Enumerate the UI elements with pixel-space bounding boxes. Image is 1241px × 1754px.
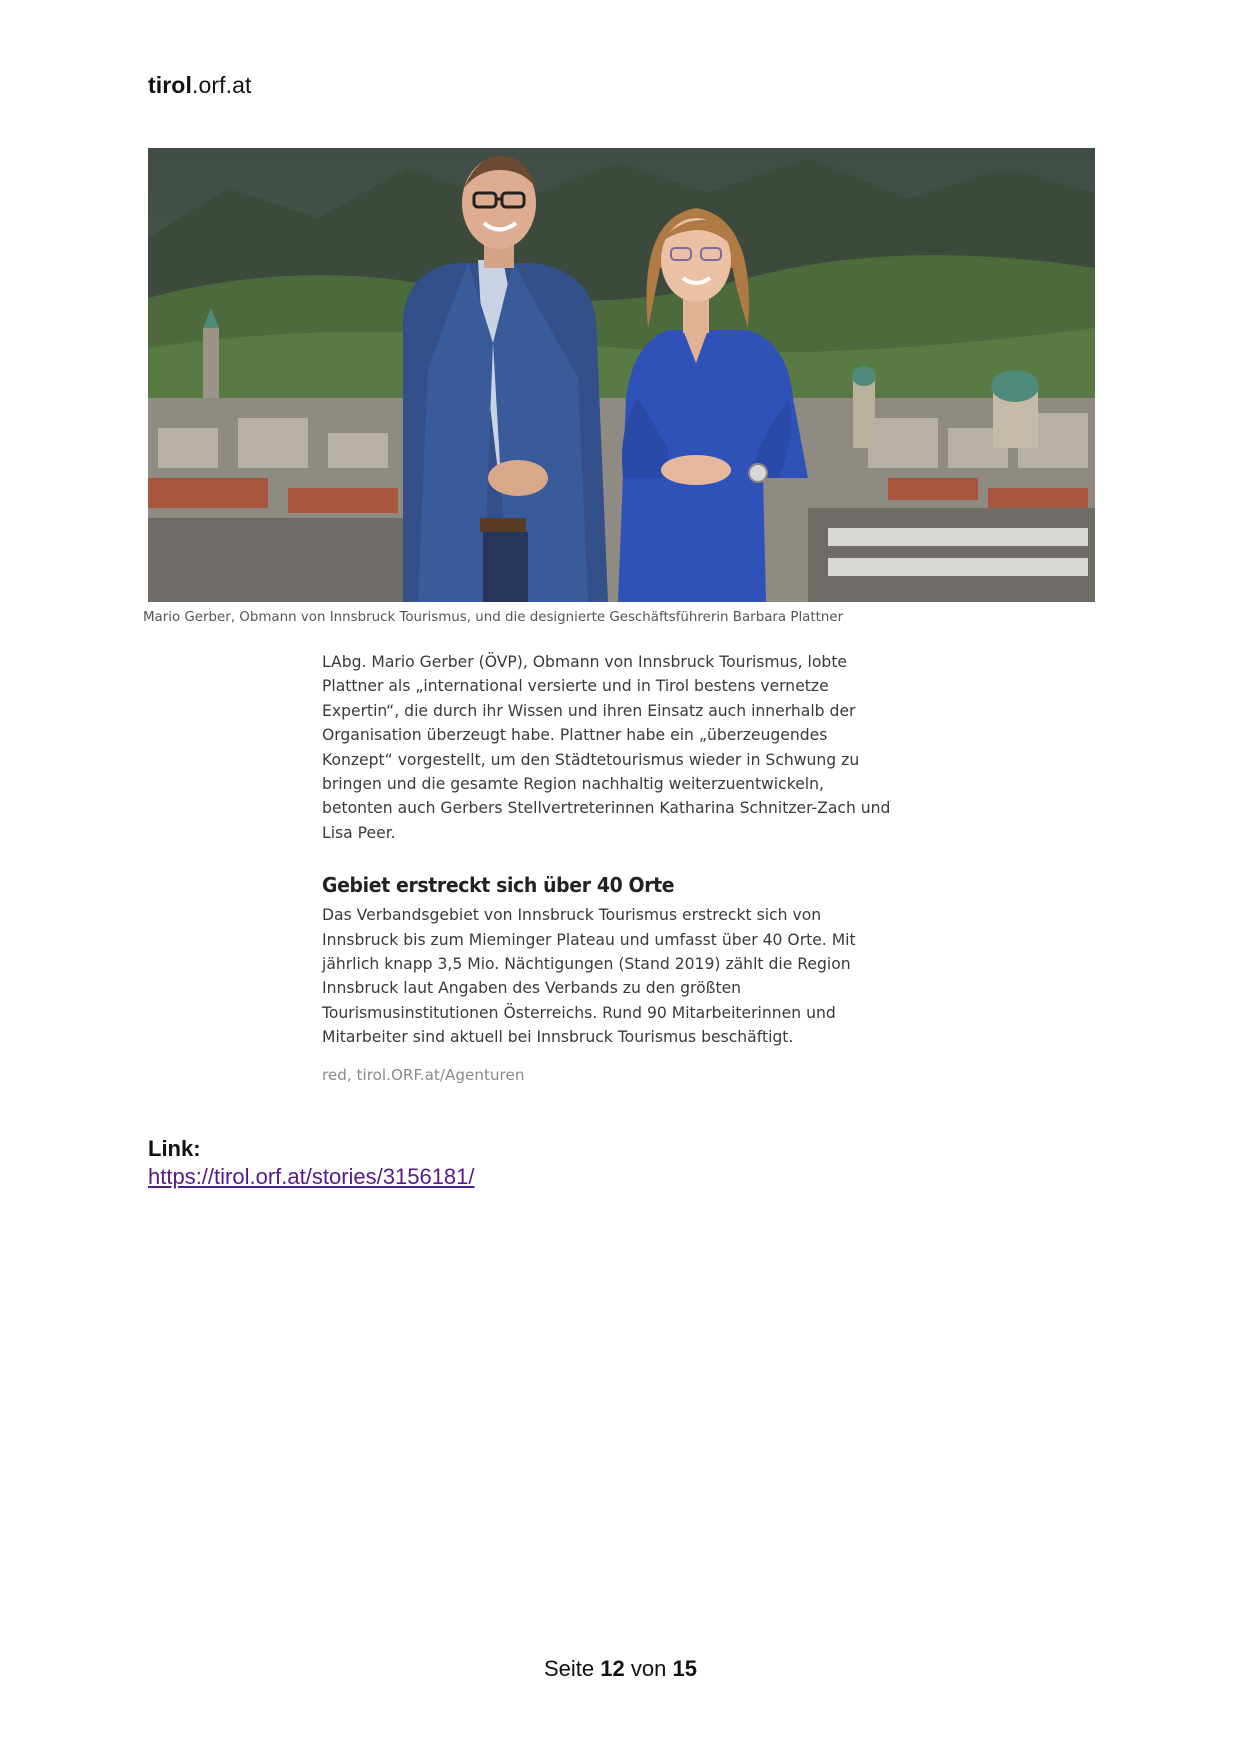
photo-illustration: [148, 148, 1095, 602]
article-subheading: Gebiet erstreckt sich über 40 Orte: [322, 873, 675, 898]
link-block: [148, 1136, 475, 1190]
site-logo: [148, 72, 251, 99]
footer-page-number: 12: [600, 1656, 625, 1681]
footer-page-total: 15: [672, 1656, 697, 1681]
site-logo-rest: .orf.at: [191, 72, 252, 98]
link-label: Link:: [148, 1136, 201, 1161]
article-credit: red, tirol.ORF.at/Agenturen: [322, 1065, 525, 1084]
site-logo-bold: tirol: [148, 72, 192, 98]
article-paragraph-2: Das Verbandsgebiet von Innsbruck Tourismus erstreckt sich von Innsbruck bis zum Mieminger Plateau und umfasst über 40 Orte. Mit jährlich knapp 3,5 Mio. Nächtigungen (Stand 2019) zählt die Region Innsbruck laut Angaben des Verbands zu den größten Tourismusinstitutionen Österreichs. Rund 90 Mitarbeiterinnen und Mitarbeiter sind aktuell bei Innsbruck Tourismus beschäftigt.: [322, 906, 856, 1047]
article-body: [322, 650, 892, 1084]
story-link[interactable]: https://tirol.orf.at/stories/3156181/: [148, 1164, 475, 1189]
photo-caption: Mario Gerber, Obmann von Innsbruck Tourismus, und die designierte Geschäftsführerin Barbara Plattner: [143, 610, 844, 625]
footer-prefix: Seite: [544, 1656, 595, 1681]
page-footer: [0, 1656, 1241, 1682]
article-photo: [148, 148, 1095, 602]
footer-mid: von: [630, 1656, 667, 1681]
article-paragraph-1: LAbg. Mario Gerber (ÖVP), Obmann von Innsbruck Tourismus, lobte Plattner als „international versierte und in Tirol bestens vernetze Expertin“, die durch ihr Wissen und ihren Einsatz auch innerhalb der Organisation überzeugt habe. Plattner habe ein „überzeugendes Konzept“ vorgestellt, um den Städtetourismus wieder in Schwung zu bringen und die gesamte Region nachhaltig weiterzuentwickeln, betonten auch Gerbers Stellvertreterinnen Katharina Schnitzer-Zach und Lisa Peer.: [322, 653, 891, 842]
